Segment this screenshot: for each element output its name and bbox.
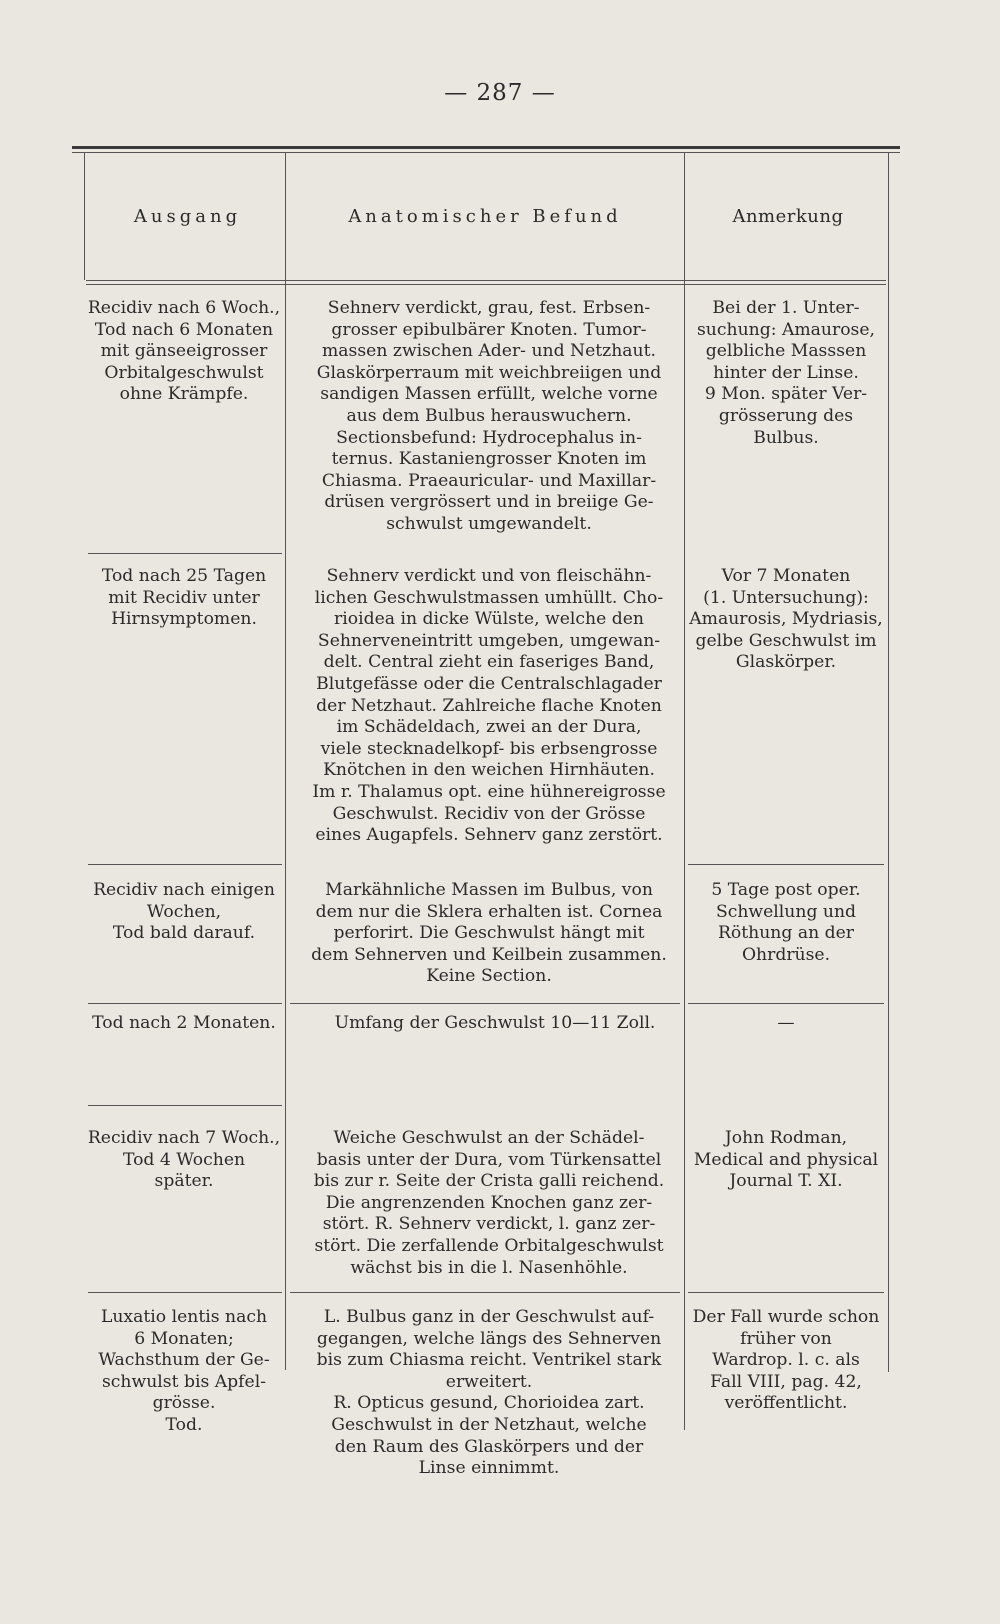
row-3-ausgang: Recidiv nach einigen Wochen, Tod bald darauf. [93,880,275,944]
row-1-anmerkung: Bei der 1. Unter- suchung: Amaurose, gelbliche Masssen hinter der Linse. 9 Mon. später Ver- grösserung des Bulbus. [696,298,876,448]
row-1-befund: Sehnerv verdickt, grau, fest. Erbsen- grosser epibulbärer Knoten. Tumor- massen zwischen Ader- und Netzhaut. Glaskörperraum mit weichbreiigen und sandigen Massen erfüllt, welche vorne aus dem Bulbus herauswuchern. Sectionsbefund: Hydrocephalus in- ternus. Kastaniengrosser Knoten im Chiasma. Praeauricular- und Maxillar- drüsen vergrössert und in breiige Ge- schwulst umgewandelt. [316,298,662,534]
row-5-anmerkung: John Rodman, Medical and physical Journal T. XI. [693,1128,879,1192]
row-3-rule-anmerkung [688,1003,884,1004]
column-separator-1 [285,152,286,1370]
row-5-rule-befund [290,1292,680,1293]
row-2-anmerkung: Vor 7 Monaten (1. Untersuchung): Amaurosis, Mydriasis, gelbe Geschwulst im Glaskörper. [689,566,883,673]
row-3-rule-befund [290,1003,680,1004]
header-rule [86,280,886,281]
row-3-rule-ausgang [88,1003,282,1004]
table-left-border [84,152,85,280]
row-2-befund: Sehnerv verdickt und von fleischähn- lichen Geschwulstmassen umhüllt. Cho- rioidea in dicke Wülste, welche den Sehnerveneintritt umgeben, umgewan- delt. Central zieht ein faseriges Band, Blutgefässe oder die Centralschlagader der Netzhaut. Zahlreiche flache Knoten im Schädeldach, zwei an der Dura, viele stecknadelkopf- bis erbsengrosse Knötchen in den weichen Hirnhäuten. Im r. Thalamus opt. eine hühnereigrosse Geschwulst. Recidiv von der Grösse eines Augapfels. Sehnerv ganz zerstört. [312,566,666,846]
row-6-ausgang: Luxatio lentis nach 6 Monaten; Wachsthum der Ge- schwulst bis Apfel- grösse. Tod. [98,1307,270,1435]
row-1-rule-ausgang [88,553,282,554]
row-4-ausgang: Tod nach 2 Monaten. [92,1013,276,1033]
row-2-rule-anmerkung [688,864,884,865]
table-top-rule-thin [72,152,900,153]
table-top-rule [72,146,900,149]
row-5-ausgang: Recidiv nach 7 Woch., Tod 4 Wochen später. [87,1128,281,1192]
header-rule-thin [86,284,886,285]
row-5-rule-anmerkung [688,1292,884,1293]
row-2-ausgang: Tod nach 25 Tagen mit Recidiv unter Hirnsymptomen. [101,566,267,630]
row-6-anmerkung: Der Fall wurde schon früher von Wardrop. l. c. als Fall VIII, pag. 42, veröffentlicht. [692,1307,880,1414]
header-ausgang: Ausgang [133,206,242,227]
row-6-befund: L. Bulbus ganz in der Geschwulst auf- gegangen, welche längs des Sehnerven bis zum Chiasma reicht. Ventrikel stark erweitert. R. Opticus gesund, Chorioidea zart. Geschwulst in der Netzhaut, welche den Raum des Glaskörpers und der Linse einnimmt. [316,1307,662,1479]
row-5-befund: Weiche Geschwulst an der Schädel- basis unter der Dura, vom Türkensattel bis zur r. Seite der Crista galli reichend. Die angrenzenden Knochen ganz zer- stört. R. Sehnerv verdickt, l. ganz zer- stört. Die zerfallende Orbitalgeschwulst wächst bis in die l. Nasenhöhle. [313,1128,665,1278]
row-4-rule-ausgang [88,1105,282,1106]
row-2-rule-ausgang [88,864,282,865]
row-4-anmerkung: — [777,1013,795,1033]
header-anmerkung: Anmerkung [732,206,844,227]
row-3-anmerkung: 5 Tage post oper. Schwellung und Röthung an der Ohrdrüse. [711,880,861,965]
header-anatomischer-befund: Anatomischer Befund [348,206,622,227]
page-number: — 287 — [444,80,556,106]
row-4-befund: Umfang der Geschwulst 10—11 Zoll. [334,1013,656,1033]
row-5-rule-ausgang [88,1292,282,1293]
row-1-ausgang: Recidiv nach 6 Woch., Tod nach 6 Monaten mit gänseeigrosser Orbitalgeschwulst ohne Krämpfe. [87,298,281,405]
row-3-befund: Markähnliche Massen im Bulbus, von dem nur die Sklera erhalten ist. Cornea perforirt. Die Geschwulst hängt mit dem Sehnerven und Keilbein zusammen. Keine Section. [311,880,667,987]
